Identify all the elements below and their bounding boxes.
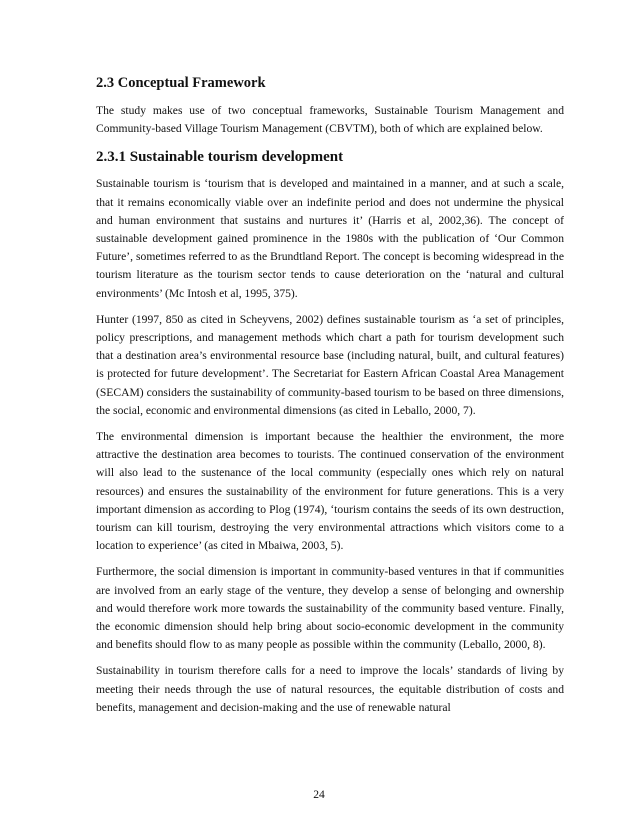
subsection-heading-sustainable-tourism: 2.3.1 Sustainable tourism development bbox=[96, 149, 344, 166]
paragraph-environmental-dimension: The environmental dimension is important because the healthier the environment, the more attractive the destination area becomes to tourists. The continued conservation of the environment will also lead to the sustenance of the local community (especially ones which rely on natural resources) and ensures the sustainability of the environment for future generations. This is a very important dimension as according to Plog (1974), ‘tourism contains the seeds of its own destruction, tourism can kill tourism, destroying the very environmental attractions which visitors come to a location to experience’ (as cited in Mbaiwa, 2003, 5). bbox=[96, 430, 564, 553]
paragraph-sustainability-locals: Sustainability in tourism therefore calls for a need to improve the locals’ standards of living by meeting their needs through the use of natural resources, the equitable distribution of costs and benefits, management and decision-making and the use of renewable natural bbox=[96, 664, 564, 714]
paragraph-hunter: Hunter (1997, 850 as cited in Scheyvens, 2002) defines sustainable tourism as ‘a set of principles, policy prescriptions, and management methods which chart a path for tourism development such that a destination area’s environmental resource base (including natural, built, and cultural features) is protected for future development’. The Secretariat for Eastern African Coastal Area Management (SECAM) considers the sustainability of community-based tourism to be based on three dimensions, the social, economic and environmental dimensions (as cited in Leballo, 2000, 7). bbox=[96, 312, 564, 417]
section-heading-conceptual-framework: 2.3 Conceptual Framework bbox=[96, 75, 266, 91]
page-number: 24 bbox=[313, 788, 325, 801]
paragraph-definition: Sustainable tourism is ‘tourism that is developed and maintained in a manner, and at such a scale, that it remains economically viable over an indefinite period and does not undermine the physical and human environment that sustains and nurtures it’ (Harris et al, 2002,36). The concept of sustainable development gained prominence in the 1980s with the publication of ‘Our Common Future’, sometimes referred to as the Brundtland Report. The concept is becoming widespread in the tourism literature as the tourism sector tends to cause deterioration on the ‘natural and cultural environments’ (Mc Intosh et al, 1995, 375). bbox=[96, 177, 564, 300]
intro-paragraph: The study makes use of two conceptual frameworks, Sustainable Tourism Management and Community-based Village Tourism Management (CBVTM), both of which are explained below. bbox=[96, 104, 564, 136]
document-page bbox=[96, 60, 564, 725]
paragraph-social-economic-dimension: Furthermore, the social dimension is important in community-based ventures in that if communities are involved from an early stage of the venture, they develop a sense of belonging and ownership and would therefore work more towards the sustainability of the community based venture. Finally, the economic dimension should help bring about socio-economic development in the community and benefits should flow to as many people as possible within the community (Leballo, 2000, 8). bbox=[96, 565, 564, 652]
